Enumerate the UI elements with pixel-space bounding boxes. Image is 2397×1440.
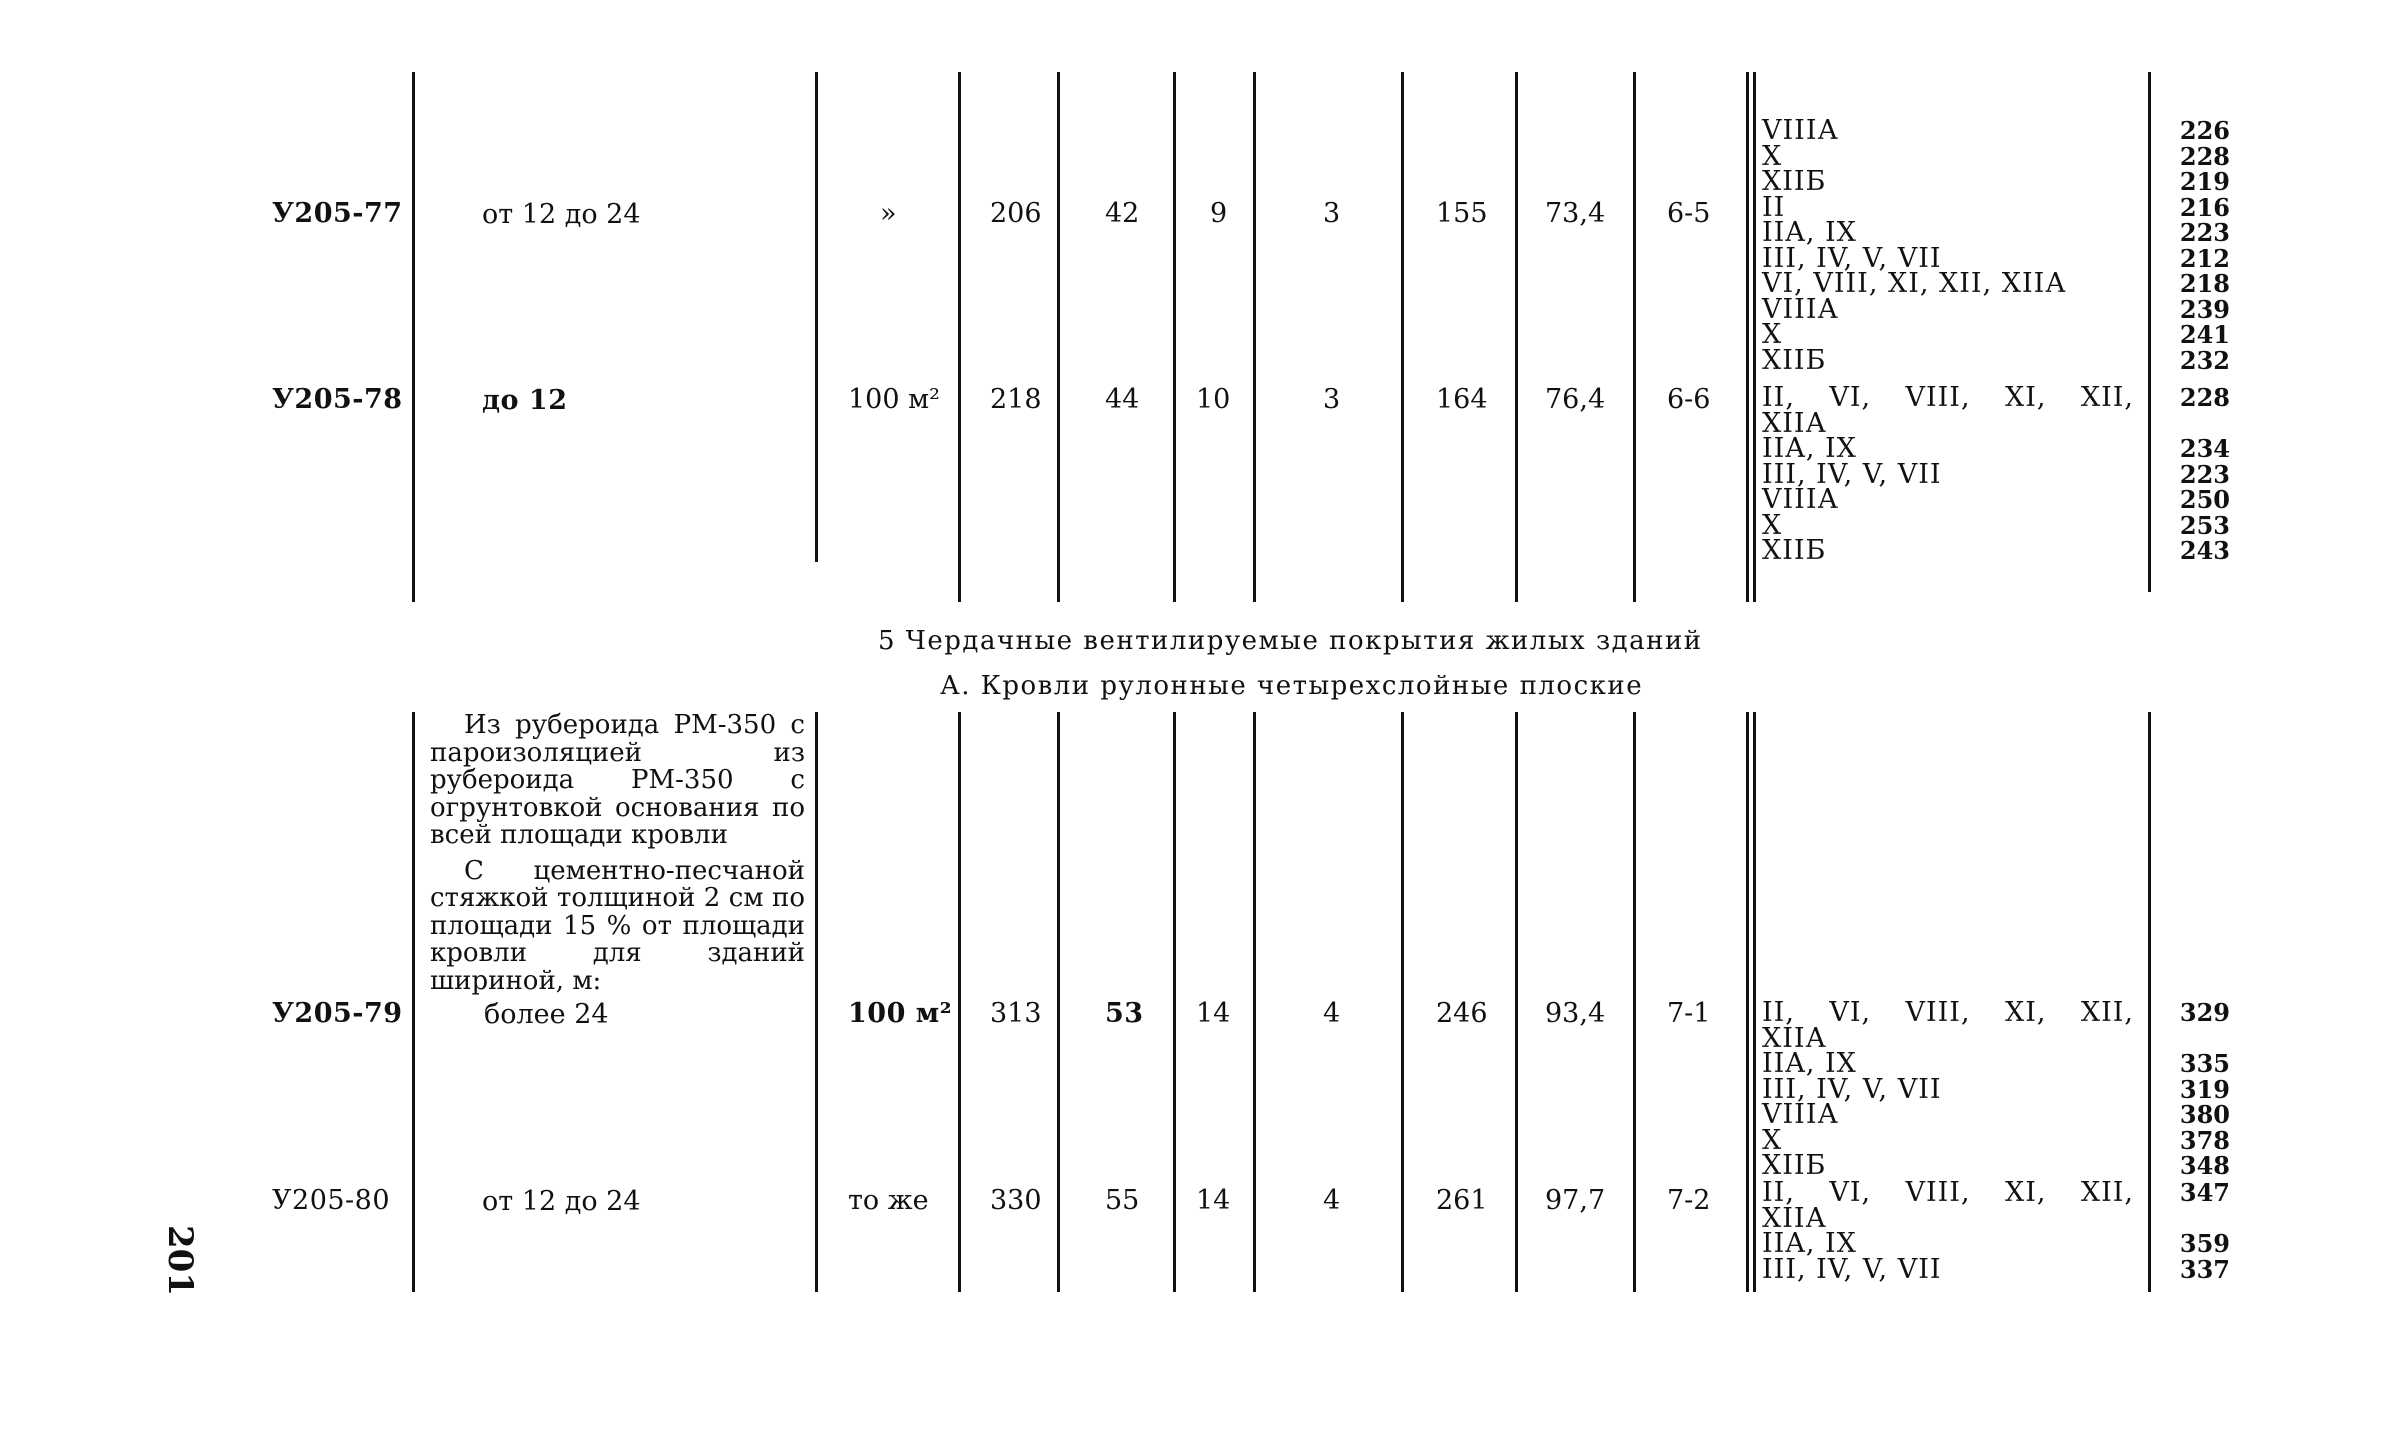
price-item: 228 bbox=[2179, 383, 2230, 412]
region-item: X bbox=[1762, 1124, 1783, 1156]
row-c6: 97,7 bbox=[1545, 1185, 1606, 1216]
region-list bbox=[1762, 115, 2067, 376]
row-c6: 76,4 bbox=[1545, 384, 1606, 415]
price-list bbox=[2160, 1000, 2230, 1179]
price-item: 250 bbox=[2179, 485, 2230, 514]
region-item: X bbox=[1762, 509, 1783, 541]
region-item: III, IV, V, VII bbox=[1762, 1073, 1942, 1105]
region-item: XIIБ bbox=[1762, 1150, 1827, 1181]
row-unit: то же bbox=[848, 1185, 929, 1216]
region-item: XIIБ bbox=[1762, 166, 1827, 197]
price-item: 219 bbox=[2179, 167, 2230, 196]
row-c6: 93,4 bbox=[1545, 998, 1606, 1029]
row-width: более 24 bbox=[484, 999, 609, 1030]
row-width: от 12 до 24 bbox=[482, 199, 641, 230]
region-item: XIIБ bbox=[1762, 535, 1827, 566]
price-item: 253 bbox=[2179, 510, 2230, 540]
price-item: 359 bbox=[2179, 1229, 2230, 1258]
row-c3: 14 bbox=[1196, 998, 1231, 1029]
row-ref: 7-1 bbox=[1667, 998, 1711, 1029]
region-item: III, IV, V, VII bbox=[1762, 458, 1942, 490]
price-item: 223 bbox=[2179, 459, 2230, 489]
row-c4: 4 bbox=[1323, 1185, 1341, 1216]
region-item: X bbox=[1762, 140, 1783, 172]
page-number: 201 bbox=[160, 1225, 200, 1296]
region-item: VIIIА bbox=[1762, 115, 1839, 146]
row-width: от 12 до 24 bbox=[482, 1186, 641, 1217]
row-c5: 155 bbox=[1436, 198, 1488, 229]
row-code: У205-78 bbox=[272, 384, 403, 415]
price-item: 378 bbox=[2179, 1125, 2230, 1155]
region-item: VIIIА bbox=[1762, 1099, 1839, 1130]
row-c5: 261 bbox=[1436, 1185, 1488, 1216]
row-width: до 12 bbox=[482, 385, 568, 416]
price-item: 380 bbox=[2179, 1100, 2230, 1129]
row-ref: 6-5 bbox=[1667, 198, 1711, 229]
price-item: 337 bbox=[2179, 1254, 2230, 1284]
row-c1: 330 bbox=[990, 1185, 1042, 1216]
description-block bbox=[430, 712, 805, 995]
description-paragraph: Из рубероида РМ-350 с пароизоляцией из рубероида РМ-350 с огрунтовкой основания по всей площади кровли bbox=[430, 710, 805, 850]
price-item: 218 bbox=[2179, 269, 2230, 298]
region-list bbox=[1762, 382, 2134, 566]
region-list bbox=[1762, 997, 2134, 1181]
row-ref: 7-2 bbox=[1667, 1185, 1711, 1216]
price-item: 223 bbox=[2179, 218, 2230, 247]
region-item: IIA, IX bbox=[1762, 1228, 1857, 1259]
price-item: 216 bbox=[2179, 192, 2230, 222]
row-c2: 42 bbox=[1105, 198, 1140, 229]
row-ref: 6-6 bbox=[1667, 384, 1711, 415]
row-c4: 3 bbox=[1323, 384, 1341, 415]
region-item: IIA, IX bbox=[1762, 1048, 1857, 1079]
price-item: 232 bbox=[2179, 345, 2230, 375]
price-item: 329 bbox=[2179, 998, 2230, 1027]
price-item: 228 bbox=[2179, 141, 2230, 171]
region-item: III, IV, V, VII bbox=[1762, 1253, 1942, 1285]
region-item: II bbox=[1762, 191, 1786, 223]
price-item: 348 bbox=[2179, 1151, 2230, 1180]
price-item: 335 bbox=[2179, 1049, 2230, 1078]
region-item: X bbox=[1762, 319, 1783, 350]
price-list bbox=[2160, 385, 2230, 564]
row-unit: » bbox=[880, 198, 897, 229]
subsection-title: А. Кровли рулонные четырехслойные плоские bbox=[940, 671, 1644, 701]
row-c1: 206 bbox=[990, 198, 1042, 229]
price-item: 347 bbox=[2179, 1178, 2230, 1207]
row-unit: 100 м² bbox=[848, 384, 940, 415]
region-item: II, VI, VIII, XI, XII, XIIА bbox=[1762, 997, 2134, 1054]
price-list bbox=[2160, 118, 2230, 373]
section-title: 5 Чердачные вентилируемые покрытия жилых зданий bbox=[878, 626, 1703, 656]
price-item: 243 bbox=[2179, 536, 2230, 565]
price-item: 319 bbox=[2179, 1074, 2230, 1104]
region-item: III, IV, V, VII bbox=[1762, 242, 1942, 274]
row-c3: 10 bbox=[1196, 384, 1231, 415]
price-item: 239 bbox=[2179, 294, 2230, 324]
row-c6: 73,4 bbox=[1545, 198, 1606, 229]
row-c2: 44 bbox=[1105, 384, 1140, 415]
row-code: У205-77 bbox=[272, 198, 403, 229]
row-unit: 100 м² bbox=[848, 998, 953, 1029]
price-item: 241 bbox=[2179, 320, 2230, 349]
region-item: VIIIА bbox=[1762, 293, 1839, 325]
row-c5: 164 bbox=[1436, 384, 1488, 415]
row-c3: 9 bbox=[1210, 198, 1228, 229]
row-code: У205-80 bbox=[272, 1185, 391, 1216]
region-item: VIIIА bbox=[1762, 484, 1839, 515]
price-item: 226 bbox=[2179, 116, 2230, 145]
region-item: II, VI, VIII, XI, XII, XIIА bbox=[1762, 382, 2134, 439]
region-item: VI, VIII, XI, XII, XIIА bbox=[1762, 268, 2067, 299]
price-item: 212 bbox=[2179, 243, 2230, 273]
region-item: IIA, IX bbox=[1762, 217, 1857, 248]
row-c2: 53 bbox=[1105, 998, 1144, 1029]
row-c5: 246 bbox=[1436, 998, 1488, 1029]
row-c2: 55 bbox=[1105, 1185, 1140, 1216]
description-paragraph: С цементно-песчаной стяжкой толщиной 2 см по площади 15 % от площади кровли для зданий шириной, м: bbox=[430, 855, 805, 996]
row-code: У205-79 bbox=[272, 998, 403, 1029]
region-item: XIIБ bbox=[1762, 344, 1827, 376]
row-c1: 218 bbox=[990, 384, 1042, 415]
region-list bbox=[1762, 1177, 2134, 1285]
region-item: II, VI, VIII, XI, XII, XIIА bbox=[1762, 1177, 2134, 1234]
row-c3: 14 bbox=[1196, 1185, 1231, 1216]
price-list bbox=[2160, 1180, 2230, 1282]
row-c1: 313 bbox=[990, 998, 1042, 1029]
price-item: 234 bbox=[2179, 434, 2230, 463]
region-item: IIA, IX bbox=[1762, 433, 1857, 464]
row-c4: 4 bbox=[1323, 998, 1341, 1029]
row-c4: 3 bbox=[1323, 198, 1341, 229]
